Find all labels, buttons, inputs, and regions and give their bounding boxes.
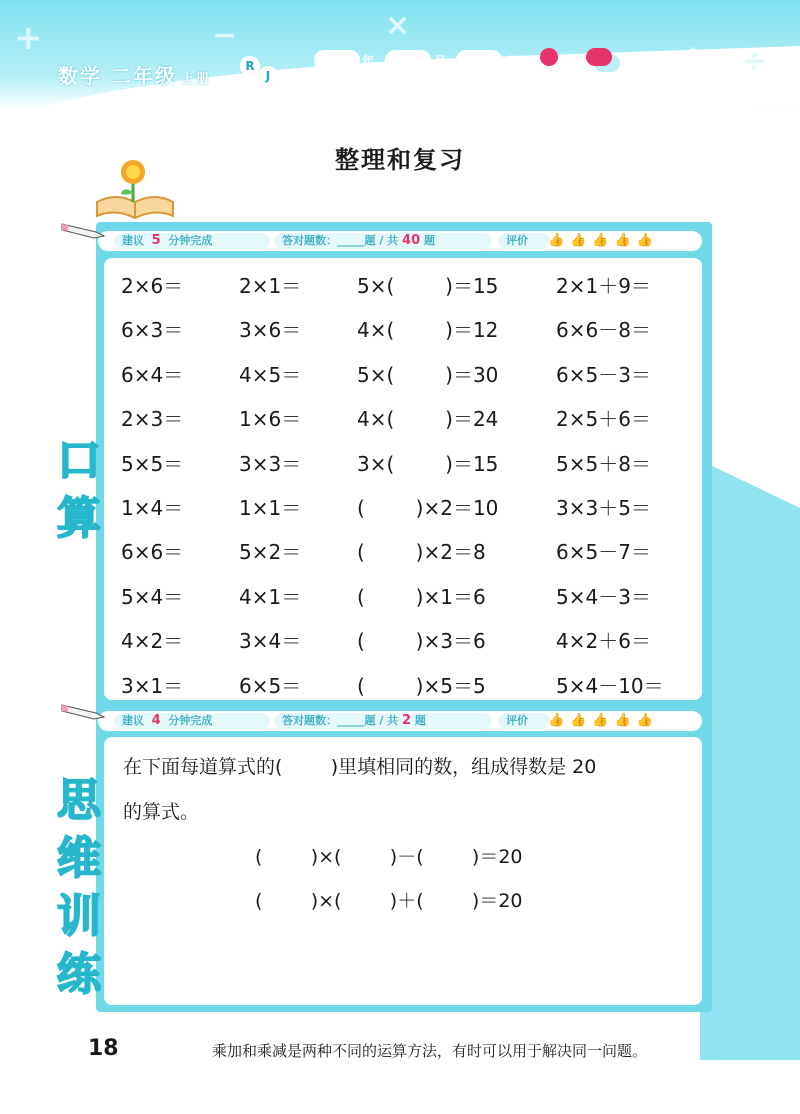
equation-1: ( )×( )－( )＝20 [255, 846, 523, 868]
calc-item: 5×5＝ [121, 451, 184, 476]
calc-item: 5×5＋8＝ [556, 451, 651, 476]
thumbs-up-icon: 👍👍👍👍👍 [548, 713, 659, 728]
calc-item: 3×( )＝15 [357, 451, 499, 476]
calc-item: 5×( )＝15 [357, 274, 499, 298]
snow-icon: ❄ [684, 44, 703, 69]
calc-item: 2×6＝ [121, 274, 184, 298]
calc-item: 3×3＋5＝ [556, 496, 651, 520]
equation-2: ( )×( )＋( )＝20 [255, 890, 523, 912]
pencil-icon [60, 220, 106, 240]
calc-item: 1×1＝ [239, 496, 302, 520]
calc-item: 5×( )＝30 [357, 362, 499, 387]
instruction-line-1: 在下面每道算式的( )里填相同的数，组成得数是 20 [123, 756, 597, 778]
month-label: 月 [434, 54, 447, 68]
calc-item: 4×2＋6＝ [556, 629, 651, 654]
calc-item: 6×6＝ [121, 540, 184, 565]
correct-count: 答对题数：_____题 / 共 40 题 [274, 233, 492, 249]
calc-item: 5×4－3＝ [556, 584, 651, 609]
calc-item: 3×3＝ [239, 451, 302, 476]
edition-badge: R J [240, 56, 284, 86]
divide-deco-icon: ÷ [742, 44, 768, 79]
calc-item: 2×5＋6＝ [556, 407, 651, 432]
calc-item: 2×3＝ [121, 407, 184, 432]
correct-count: 答对题数：_____题 / 共 2 题 [274, 713, 492, 729]
section2-info-bar [96, 709, 704, 733]
calc-item: 6×4＝ [121, 362, 184, 387]
calc-item: 3×4＝ [239, 629, 302, 654]
suggest-time: 建议 4 分钟完成 [114, 713, 270, 729]
page-title: 整理和复习 [335, 146, 465, 174]
year-field[interactable] [314, 50, 360, 70]
calc-item: 2×1＋9＝ [556, 274, 651, 298]
day-label: 日 [506, 54, 519, 68]
calc-item: ( )×2＝8 [357, 540, 486, 565]
section1-label: 口 算 [57, 435, 101, 544]
calc-item: 6×6－8＝ [556, 318, 651, 343]
calc-item: 1×6＝ [239, 407, 302, 432]
calc-item: 2×1＝ [239, 274, 302, 298]
calc-item: 4×5＝ [239, 362, 302, 387]
side-decoration [700, 460, 800, 1060]
instruction-line-2: 的算式。 [123, 801, 200, 823]
subject-grade: 数学 二年级 上册 [58, 64, 211, 88]
calc-item: 5×4－10＝ [556, 673, 664, 698]
day-field[interactable] [456, 50, 502, 70]
calc-item: 6×5－7＝ [556, 540, 651, 565]
page-number: 18 [88, 1036, 119, 1061]
section1-info-bar [96, 229, 704, 253]
calc-item: 5×2＝ [239, 540, 302, 565]
cloud-sun-icon [586, 48, 612, 66]
sun-icon [540, 48, 558, 66]
calc-item: 5×4＝ [121, 584, 184, 609]
calc-item: ( )×5＝5 [357, 673, 486, 698]
rating-label: 评价 [498, 233, 550, 249]
thumbs-up-icon: 👍👍👍👍👍 [548, 233, 659, 248]
pencil-icon [60, 701, 106, 721]
calc-item: ( )×1＝6 [357, 584, 486, 609]
suggest-time: 建议 5 分钟完成 [114, 233, 270, 249]
calc-item: ( )×3＝6 [357, 629, 486, 654]
calc-item: 4×( )＝12 [357, 318, 499, 343]
calc-item: 4×( )＝24 [357, 407, 499, 432]
section2-label: 思 维 训 练 [57, 775, 101, 1000]
calc-item: ( )×2＝10 [357, 496, 499, 520]
times-deco-icon: × [385, 8, 411, 43]
calc-item: 6×5－3＝ [556, 362, 651, 387]
footer-tip: 乘加和乘减是两种不同的运算方法，有时可以用于解决同一问题。 [212, 1042, 648, 1060]
calc-item: 3×1＝ [121, 673, 184, 698]
calc-item: 1×4＝ [121, 496, 184, 520]
minus-deco-icon: − [212, 18, 238, 53]
calc-item: 4×1＝ [239, 584, 302, 609]
calc-item: 3×6＝ [239, 318, 302, 343]
rating-label: 评价 [498, 713, 550, 729]
cloud-icon [636, 58, 662, 72]
year-label: 年 [362, 54, 375, 68]
flower-book-icon [95, 158, 175, 220]
calc-item: 6×3＝ [121, 318, 184, 343]
calc-item: 4×2＝ [121, 629, 184, 654]
calc-item: 6×5＝ [239, 673, 302, 698]
month-field[interactable] [385, 50, 431, 70]
plus-deco-icon: + [14, 18, 43, 58]
